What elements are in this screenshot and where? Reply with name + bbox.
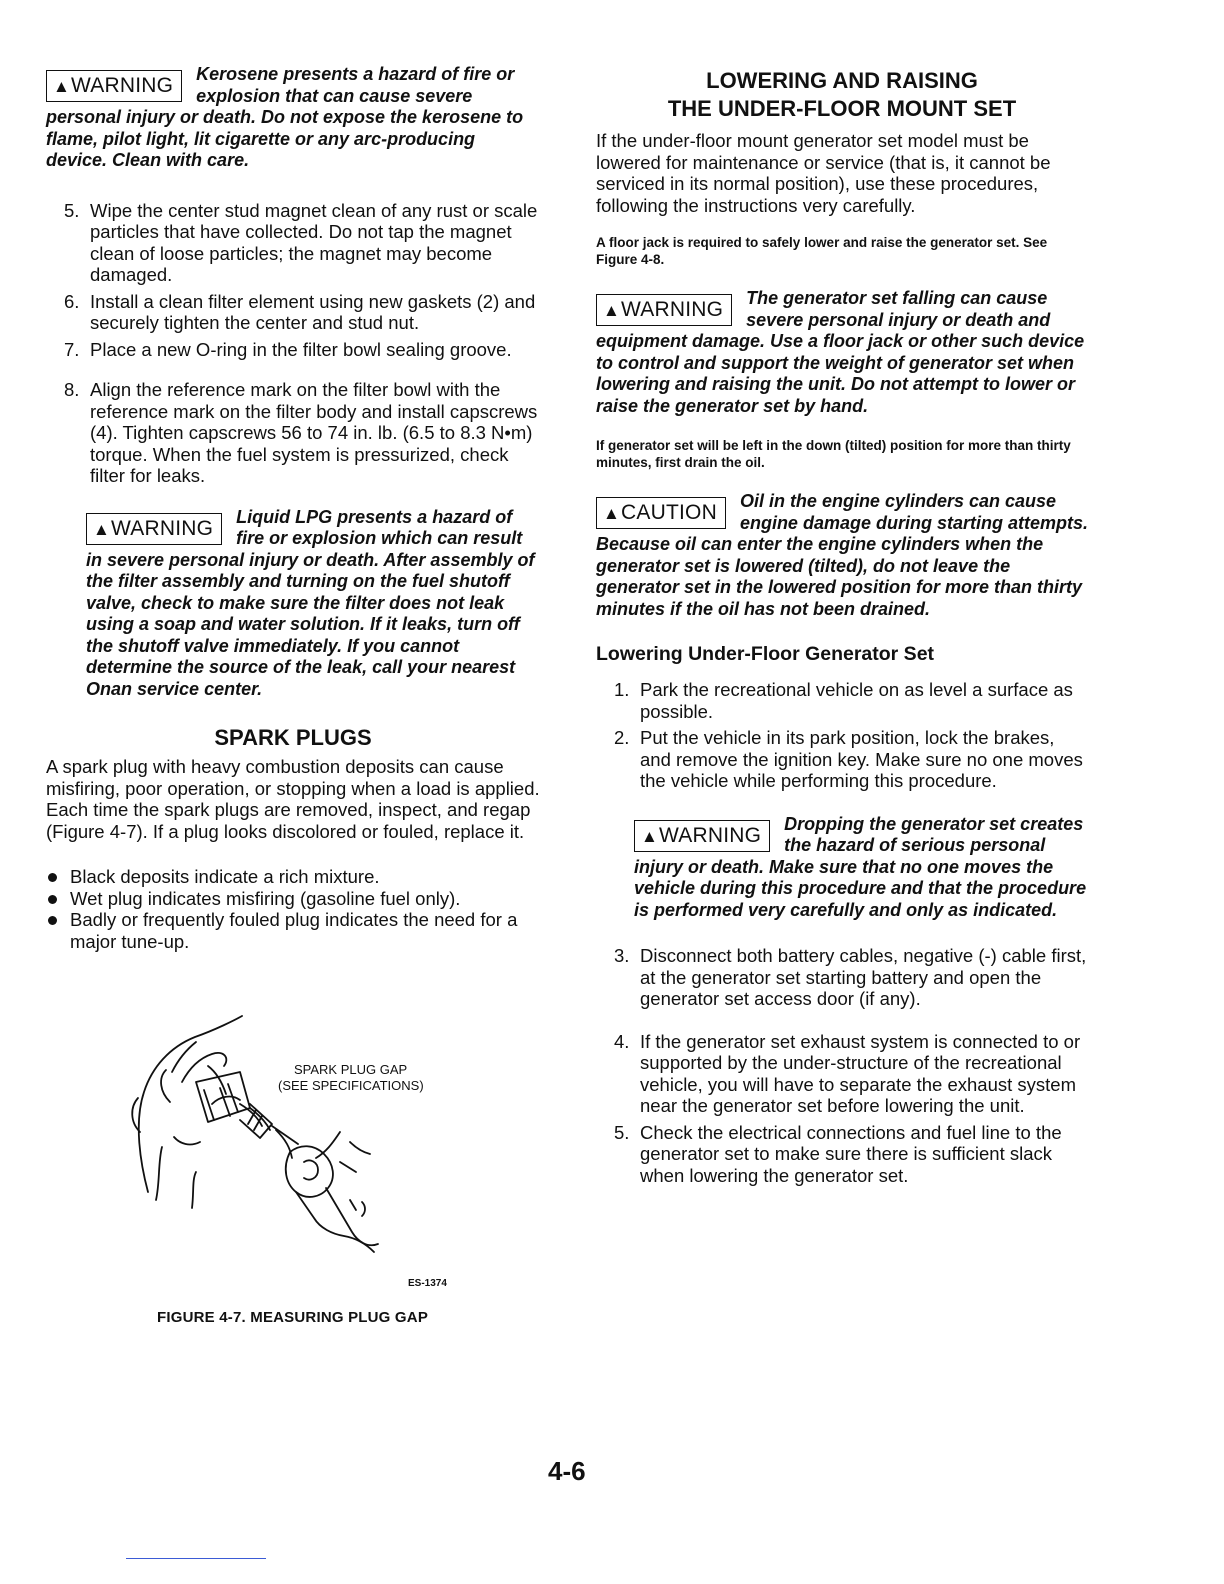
warning-text: Dropping the generator set creates the hazard of serious personal injury or death. Make sure that no one moves the vehicle during this procedure and that the procedure is performed very carefully and only as indicated. (634, 813, 1087, 920)
lowering-steps-b (596, 945, 1088, 1186)
falling-warning (596, 288, 1088, 417)
lpg-warning (46, 507, 540, 701)
intro-text: If the under-floor mount generator set model must be lowered for maintenance or service (that is, it cannot be serviced in its normal position), use these procedures, following the instructions very carefully. (596, 130, 1051, 216)
bullet-icon (48, 895, 57, 904)
warning-triangle-icon: ▲ (603, 301, 621, 320)
list-item: 5. Check the electrical connections and fuel line to the generator set to make sure there is sufficient slack when lowering the generator set. (614, 1121, 1062, 1186)
spark-plug-figure (100, 1012, 500, 1262)
warning-badge: ▲WARNING (596, 294, 732, 326)
figure-code: ES-1374 (408, 1278, 447, 1289)
list-item: 2. Put the vehicle in its park position, lock the brakes, and remove the ignition key. Make sure no one moves the vehicle while performing this procedure. (614, 727, 1083, 791)
warning-triangle-icon: ▲ (641, 826, 659, 846)
figure-label: SPARK PLUG GAP (294, 1062, 408, 1077)
list-item: Black deposits indicate a rich mixture. (46, 866, 540, 888)
caution-badge: ▲CAUTION (596, 497, 726, 529)
spark-plugs-title: SPARK PLUGS (214, 725, 372, 750)
lowering-title: Lowering Under-Floor Generator Set (596, 643, 935, 665)
list-item: 3. Disconnect both battery cables, negative (-) cable first, at the generator set starting battery and open the generator set access door (if any). (614, 945, 1087, 1009)
list-item: Badly or frequently fouled plug indicates the need for a major tune-up. (46, 909, 540, 952)
warning-triangle-icon: ▲ (53, 77, 71, 96)
kerosene-warning (46, 64, 540, 172)
bullet-icon (48, 873, 57, 882)
list-item: 6. Install a clean filter element using new gaskets (2) and securely tighten the center and stud nut. (64, 290, 536, 333)
warning-badge: ▲WARNING (46, 70, 182, 102)
right-column (596, 64, 1088, 1186)
bullet-icon (48, 916, 57, 925)
caution-triangle-icon: ▲ (603, 504, 621, 523)
drain-oil-note: If generator set will be left in the down (tilted) position for more than thirty minutes, first drain the oil. (596, 438, 1071, 470)
caution-text: Oil in the engine cylinders can cause engine damage during starting attempts. Because oil can enter the engine cylinders when the generator set is lowered (tilted), do not leave the generator set in the lowered position for more than thirty minutes if the oil has not been drained. (596, 491, 1088, 619)
warning-badge: ▲WARNING (86, 513, 222, 545)
left-column (46, 64, 540, 952)
spark-plugs-text: A spark plug with heavy combustion deposits can cause misfiring, poor operation, or stopping when a load is applied. Each time the spark plugs are removed, inspect, and regap (Figure 4-7). If a plug looks discolored or fouled, replace it. (46, 756, 540, 842)
list-item: 5. Wipe the center stud magnet clean of any rust or scale particles that have collected. Do not tap the magnet clean of loose particles; the magnet may become damaged. (64, 199, 538, 285)
list-item: 1. Park the recreational vehicle on as level a surface as possible. (614, 679, 1073, 722)
spark-plug-gauge-illustration (100, 1012, 400, 1262)
lowering-steps-a (596, 679, 1088, 792)
lowering-raising-title: LOWERING AND RAISING (706, 68, 978, 93)
warning-badge: ▲WARNING (634, 820, 770, 852)
filter-steps (46, 200, 540, 487)
footer-rule (126, 1558, 266, 1559)
list-item: 7. Place a new O-ring in the filter bowl sealing groove. (64, 338, 512, 360)
dropping-warning (596, 814, 1088, 922)
list-item: Wet plug indicates misfiring (gasoline fuel only). (46, 888, 540, 910)
list-item: 4. If the generator set exhaust system is connected to or supported by the under-structure of the recreational vehicle, you will have to separate the exhaust system near the generator set before lowering the unit. (614, 1030, 1081, 1116)
figure-caption: FIGURE 4-7. MEASURING PLUG GAP (157, 1309, 429, 1326)
spark-plug-bullets (46, 866, 540, 952)
floor-jack-note: A floor jack is required to safely lower and raise the generator set. See Figure 4-8. (596, 235, 1048, 267)
lowering-raising-subtitle: THE UNDER-FLOOR MOUNT SET (667, 96, 1017, 121)
warning-text: The generator set falling can cause severe personal injury or death and equipment damage. Use a floor jack or other such device to control and support the weight of generator set when lowering and raising the unit. Do not attempt to lower or raise the generator set by hand. (596, 288, 1085, 416)
list-item: 8. Align the reference mark on the filter bowl with the reference mark on the filter body and install capscrews (4). Tighten capscrews 56 to 74 in. lb. (6.5 to 8.3 N•m) torque. When the fuel system is pressurized, check filter for leaks. (64, 379, 538, 486)
warning-triangle-icon: ▲ (93, 519, 111, 539)
warning-text: Liquid LPG presents a hazard of fire or explosion which can result in severe personal injury or death. After assembly of the filter assembly and turning on the fuel shutoff valve, check to make sure the filter does not leak using a soap and water solution. If it leaks, turn off the shutoff valve immediately. If you cannot determine the source of the leak, call your nearest Onan service center. (86, 506, 535, 699)
page-number: 4-6 (548, 1456, 586, 1486)
figure-label: (SEE SPECIFICATIONS) (278, 1078, 424, 1093)
oil-caution (596, 491, 1088, 620)
warning-text: Kerosene presents a hazard of fire or explosion that can cause severe personal injury or death. Do not expose the kerosene to flame, pilot light, lit cigarette or any arc-producing device. Clean with care. (46, 64, 524, 170)
